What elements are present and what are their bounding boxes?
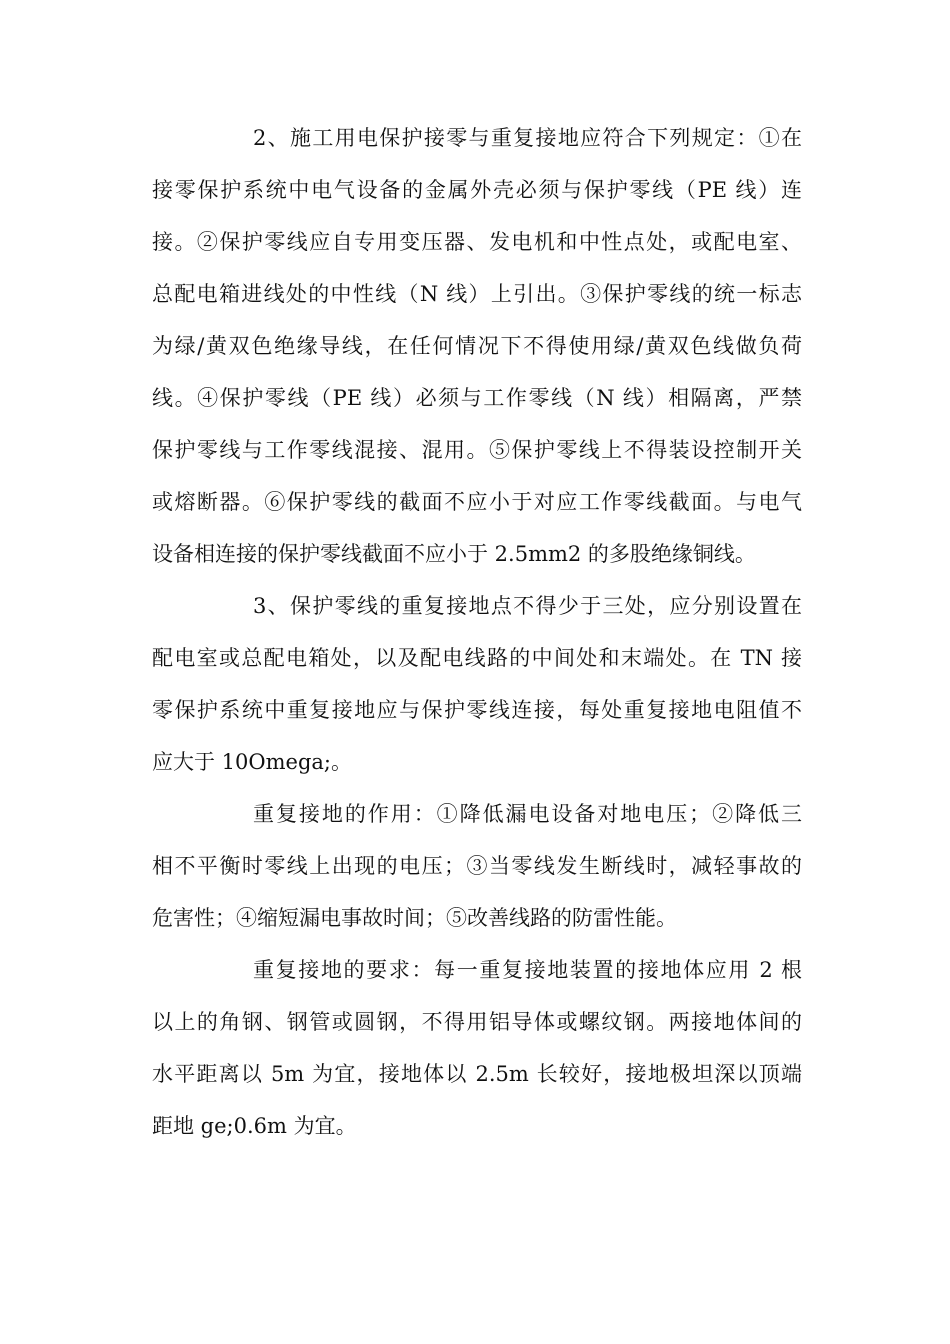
text-line: 配电室或总配电箱处，以及配电线路的中间处和末端处。在 TN 接	[152, 646, 802, 670]
paragraph-repeat-grounding-requirements	[152, 944, 802, 1152]
text-line: 保护零线与工作零线混接、混用。⑤保护零线上不得装设控制开关	[152, 438, 802, 462]
text-line: 水平距离以 5m 为宜，接地体以 2.5m 长较好，接地极坦深以顶端	[152, 1062, 802, 1086]
text-line: 接。②保护零线应自专用变压器、发电机和中性点处，或配电室、	[152, 230, 802, 254]
paragraph-grounding-rules	[152, 112, 802, 580]
document-body	[152, 112, 802, 1152]
text-line: 或熔断器。⑥保护零线的截面不应小于对应工作零线截面。与电气	[152, 490, 802, 514]
text-line: 线。④保护零线（PE 线）必须与工作零线（N 线）相隔离，严禁	[152, 386, 802, 410]
text-line: 危害性；④缩短漏电事故时间；⑤改善线路的防雷性能。	[152, 906, 677, 930]
paragraph-repeat-grounding-points	[152, 580, 802, 788]
text-line: 距地 ge;0.6m 为宜。	[152, 1114, 357, 1138]
text-line: 应大于 10Omega;。	[152, 750, 352, 774]
text-line: 相不平衡时零线上出现的电压；③当零线发生断线时，减轻事故的	[152, 854, 802, 878]
text-line: 设备相连接的保护零线截面不应小于 2.5mm2 的多股绝缘铜线。	[152, 542, 756, 566]
text-line: 3、保护零线的重复接地点不得少于三处，应分别设置在	[253, 594, 802, 618]
text-line: 接零保护系统中电气设备的金属外壳必须与保护零线（PE 线）连	[152, 178, 802, 202]
text-line: 以上的角钢、钢管或圆钢，不得用铝导体或螺纹钢。两接地体间的	[152, 1010, 802, 1034]
text-line: 重复接地的要求：每一重复接地装置的接地体应用 2 根	[253, 958, 802, 982]
text-line: 为绿/黄双色绝缘导线，在任何情况下不得使用绿/黄双色线做负荷	[152, 334, 802, 358]
text-line: 2、施工用电保护接零与重复接地应符合下列规定：①在	[253, 126, 802, 150]
text-line: 总配电箱进线处的中性线（N 线）上引出。③保护零线的统一标志	[152, 282, 802, 306]
text-line: 零保护系统中重复接地应与保护零线连接，每处重复接地电阻值不	[152, 698, 802, 722]
paragraph-repeat-grounding-functions	[152, 788, 802, 944]
text-line: 重复接地的作用：①降低漏电设备对地电压；②降低三	[253, 802, 802, 826]
